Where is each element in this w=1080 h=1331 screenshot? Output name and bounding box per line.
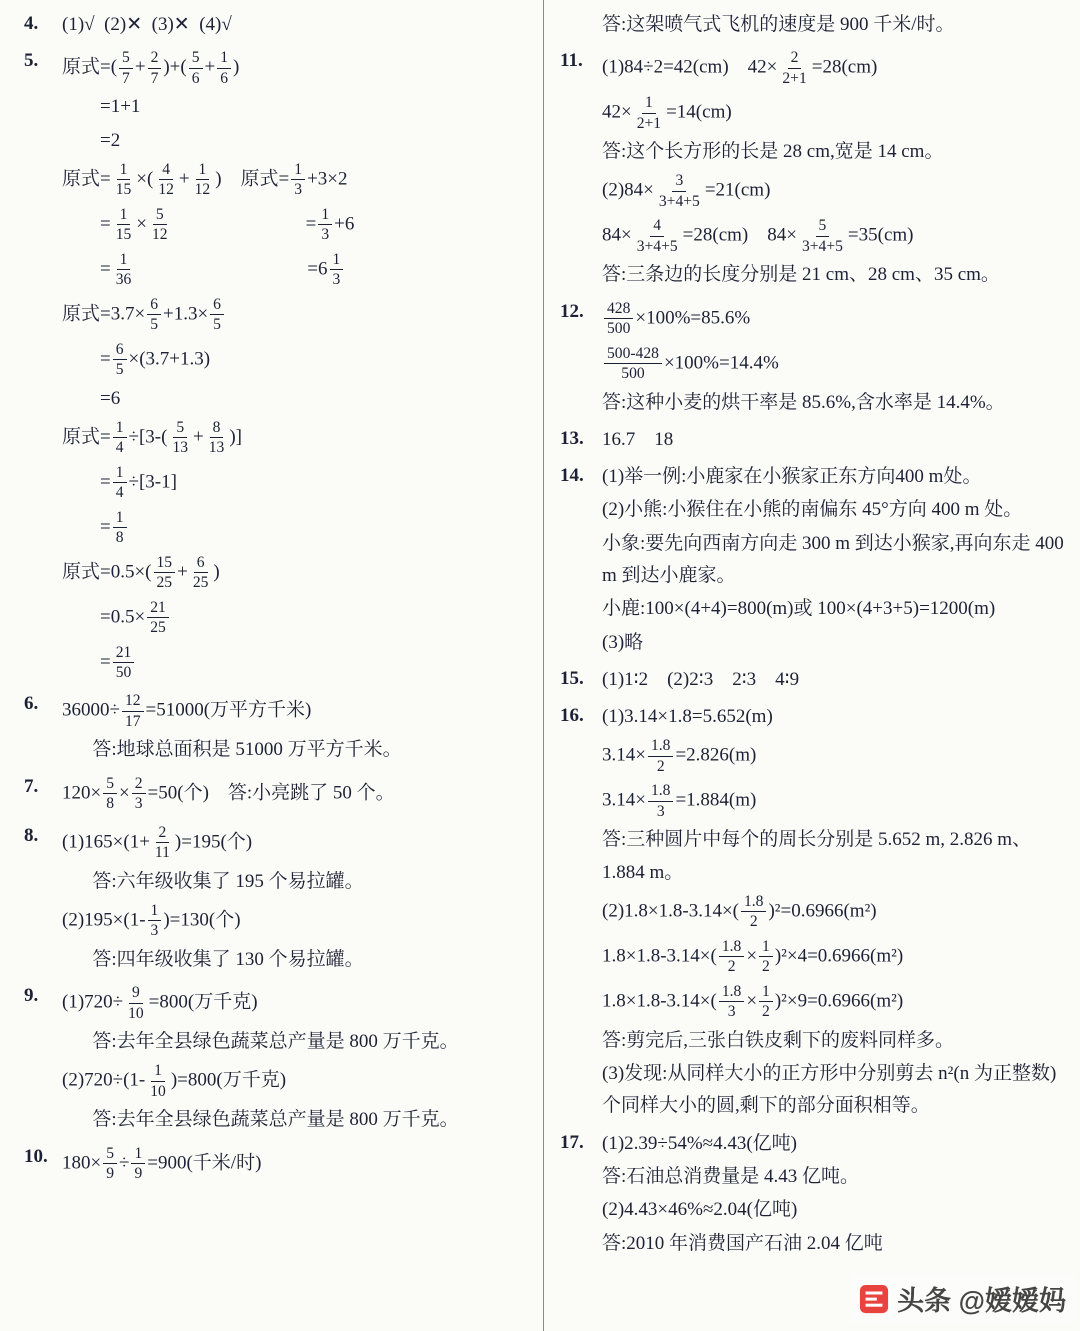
fraction-denominator: 3	[727, 1003, 736, 1021]
fraction-denominator: 8	[115, 529, 124, 547]
math-line: 原式=3.7× $\frac{6}{5}$ +1.3× $\frac{6}{5}$	[62, 293, 531, 337]
fraction-numerator: 1	[151, 1061, 165, 1081]
item-number: 17.	[560, 1131, 584, 1153]
fraction-numerator: 1	[291, 160, 305, 180]
fraction	[648, 736, 673, 776]
item-body	[602, 700, 1072, 1123]
fraction	[206, 418, 228, 458]
fraction-denominator: 12	[158, 181, 174, 199]
fraction-denominator: 6	[191, 69, 200, 87]
fraction-numerator: 1	[113, 508, 127, 528]
fraction-denominator: 25	[156, 574, 173, 592]
math-line: = $\frac{1}{15}$ × $\frac{5}{12}$ = $\frac{1}{3}$ +6	[100, 205, 355, 244]
fraction-denominator: 2	[762, 958, 770, 976]
fraction-numerator: 1	[759, 937, 773, 957]
fraction-denominator: 500	[607, 320, 631, 338]
fraction-numerator: 1	[642, 93, 656, 113]
fraction-denominator: 9	[106, 1165, 115, 1183]
fraction	[779, 48, 809, 88]
fraction-numerator: 6	[113, 340, 127, 360]
fraction	[330, 250, 344, 290]
math-line: =6	[100, 387, 121, 409]
answer-line: 答:这架喷气式飞机的速度是 900 千米/时。	[602, 14, 955, 35]
fraction	[103, 1144, 117, 1184]
item-body	[602, 423, 1072, 457]
answer-item	[560, 45, 1072, 292]
fraction-numerator: 500-428	[604, 344, 662, 364]
fraction	[318, 205, 332, 245]
fraction-numerator: 9	[129, 983, 143, 1003]
answer-line: 答:地球总面积是 51000 万平方千米。	[92, 739, 402, 761]
fraction	[719, 937, 744, 977]
math-line: (1)1∶2 (2)2∶3 2∶3 4∶9	[602, 668, 800, 690]
item-number: 11.	[560, 50, 583, 72]
item-body	[602, 296, 1072, 420]
fraction-numerator: 1	[196, 160, 210, 180]
fraction	[189, 48, 203, 88]
math-line: (1)84÷2=42(cm) 42× $\frac{2}{2+1}$ =28(cm)	[602, 49, 878, 87]
fraction-denominator: 3+4+5	[658, 192, 700, 210]
math-line: 180× $\frac{5}{9}$ ÷ $\frac{1}{9}$ =900(千米/时)	[62, 1144, 262, 1183]
fraction-numerator: 1	[117, 250, 131, 270]
fraction	[148, 901, 162, 941]
fraction-denominator: 3	[656, 802, 665, 820]
fraction-numerator: 1	[131, 1144, 145, 1164]
fraction-numerator: 5	[189, 48, 203, 68]
answer-item	[560, 1127, 1072, 1261]
math-line: (1)2.39÷54%≈4.43(亿吨)	[602, 1132, 797, 1154]
math-line: =2	[100, 129, 121, 151]
fraction-numerator: 6	[194, 553, 208, 573]
fraction-denominator: 5	[213, 316, 221, 334]
answer-item	[24, 45, 531, 685]
fraction-denominator: 13	[208, 439, 225, 457]
fraction-numerator: 2	[148, 48, 162, 68]
fraction	[291, 160, 305, 200]
item-number: 9.	[24, 985, 39, 1007]
fraction	[119, 48, 133, 88]
fraction-numerator: 21	[113, 643, 135, 663]
math-line: (2)720÷(1- $\frac{1}{10}$ )=800(万千克)	[62, 1062, 287, 1100]
fraction	[113, 340, 127, 380]
math-line: 16.7 18	[602, 428, 674, 450]
math-line: 原式= $\frac{1}{4}$ ÷[3-( $\frac{5}{13}$ + $\frac{8}{13}$ )]	[62, 418, 242, 457]
math-line: = $\frac{1}{36}$ =6 $\frac{1}{3}$	[62, 248, 531, 292]
answer-item	[24, 688, 531, 767]
fraction	[217, 48, 231, 88]
answer-line: 答:四年级收集了 130 个易拉罐。	[92, 948, 364, 970]
answer-item	[560, 663, 1072, 697]
fraction	[169, 418, 191, 458]
math-line: 小鹿:100×(4+4)=800(m)或 100×(4+3+5)=1200(m)	[602, 598, 996, 620]
fraction-denominator: 13	[172, 439, 189, 457]
fraction-numerator: 5	[173, 418, 187, 438]
fraction-denominator: 2	[749, 913, 758, 931]
fraction-denominator: 3+4+5	[801, 237, 843, 255]
math-line: (2)4.43×46%≈2.04(亿吨)	[602, 1199, 798, 1221]
fraction-denominator: 4	[115, 439, 124, 457]
answer-item	[24, 1141, 531, 1187]
answer-line: 答:去年全县绿色蔬菜总产量是 800 万千克。	[92, 1031, 459, 1053]
fraction-denominator: 17	[124, 712, 141, 730]
fraction-denominator: 12	[194, 181, 211, 199]
fraction	[152, 823, 173, 863]
math-line: 42× $\frac{1}{2+1}$ =14(cm)	[602, 94, 732, 132]
fraction-numerator: 5	[153, 205, 167, 225]
fraction	[154, 553, 176, 593]
fraction-numerator: 1	[117, 160, 131, 180]
fraction	[125, 983, 147, 1023]
fraction-denominator: 5	[115, 361, 124, 379]
item-number: 13.	[560, 427, 584, 449]
fraction-numerator: 5	[119, 48, 133, 68]
fraction-numerator: 4	[650, 216, 664, 236]
fraction-numerator: 2	[788, 48, 802, 68]
answer-item	[560, 8, 1072, 42]
fraction-denominator: 6	[220, 69, 229, 87]
fraction-denominator: 25	[150, 619, 166, 637]
fraction-numerator: 5	[816, 216, 830, 236]
fraction-numerator: 428	[604, 299, 633, 319]
fraction	[122, 691, 144, 731]
fraction	[656, 171, 703, 211]
fraction-denominator: 10	[128, 1004, 144, 1022]
math-line: (2)1.8×1.8-3.14×( $\frac{1.8}{2}$ )²=0.6966(m²)	[602, 892, 877, 931]
math-line: (1)√ (2)✕ (3)✕ (4)√	[62, 14, 232, 35]
fraction	[113, 205, 135, 245]
answer-item	[560, 423, 1072, 457]
item-body	[62, 688, 531, 767]
fraction-numerator: 1	[330, 250, 344, 270]
math-line: (1)3.14×1.8=5.652(m)	[602, 706, 773, 728]
math-line: 1.8×1.8-3.14×( $\frac{1.8}{2}$ × $\frac{1}{2}$ )²×4=0.6966(m²)	[602, 937, 904, 976]
item-number: 8.	[24, 824, 39, 846]
item-number: 12.	[560, 300, 584, 322]
fraction	[147, 1061, 169, 1101]
fraction	[113, 418, 127, 458]
math-line: 36000÷ $\frac{12}{17}$ =51000(万平方千米)	[62, 692, 312, 730]
item-body	[62, 820, 531, 977]
fraction-numerator: 1.8	[648, 736, 673, 756]
item-body	[62, 45, 531, 685]
fraction-numerator: 1	[318, 205, 332, 225]
fraction	[103, 774, 117, 814]
answer-line: 答:2010 年消费国产石油 2.04 亿吨	[602, 1232, 883, 1254]
fraction	[113, 508, 127, 548]
answer-line: 答:三条边的长度分别是 21 cm、28 cm、35 cm。	[602, 264, 1000, 286]
math-line: =0.5× $\frac{21}{25}$	[62, 596, 531, 640]
fraction-numerator: 1.8	[719, 937, 744, 957]
math-line: 84× $\frac{4}{3+4+5}$ =28(cm) 84× $\frac{5}{3+4+5}$ =35(cm)	[602, 217, 914, 255]
fraction	[719, 982, 744, 1022]
answer-line: 答:六年级收集了 195 个易拉罐。	[92, 870, 364, 892]
fraction-numerator: 12	[122, 691, 144, 711]
math-line: 小象:要先向西南方向走 300 m 到达小猴家,再向东走 400 m 到达小鹿家。	[602, 532, 1069, 586]
fraction-denominator: 50	[115, 663, 132, 681]
math-line: (2)195×(1- $\frac{1}{3}$ )=130(个)	[62, 901, 241, 940]
math-line: 原式=0.5×( $\frac{15}{25}$ + $\frac{6}{25}$ )	[62, 553, 220, 592]
math-line: = $\frac{21}{50}$	[62, 641, 531, 685]
fraction-numerator: 5	[103, 774, 117, 794]
math-line: $\frac{428}{500}$ ×100%=85.6%	[602, 297, 1072, 341]
fraction-denominator: 7	[150, 69, 159, 87]
math-line: 1.8×1.8-3.14×( $\frac{1.8}{3}$ × $\frac{1}{2}$ )²×9=0.6966(m²)	[602, 982, 904, 1021]
math-line: 120× $\frac{5}{8}$ × $\frac{2}{3}$ =50(个) 答:小亮跳了 50 个。	[62, 774, 395, 813]
fraction-numerator: 1.8	[648, 781, 673, 801]
math-line: (2)小熊:小猴住在小熊的南偏东 45°方向 400 m 处。	[602, 499, 1023, 521]
fraction-denominator: 2	[727, 958, 736, 976]
fraction-denominator: 3+4+5	[636, 237, 678, 255]
fraction-numerator: 2	[132, 774, 146, 794]
watermark-text: 头条 @嫒嫒妈	[897, 1286, 1066, 1316]
math-line: 原式=( $\frac{5}{7}$ + $\frac{2}{7}$ )+( $\frac{5}{6}$ + $\frac{1}{6}$ )	[62, 49, 240, 87]
fraction-numerator: 4	[159, 160, 173, 180]
fraction-numerator: 8	[210, 418, 224, 438]
math-line: 3.14× $\frac{1.8}{2}$ =2.826(m)	[602, 737, 757, 775]
math-line: 3.14× $\frac{1.8}{3}$ =1.884(m)	[602, 782, 757, 820]
fraction-numerator: 1.8	[719, 982, 744, 1002]
fraction-denominator: 7	[122, 69, 130, 87]
math-line: (2)84× $\frac{3}{3+4+5}$ =21(cm)	[602, 172, 771, 210]
math-line: = $\frac{1}{8}$	[62, 506, 531, 550]
fraction-denominator: 3	[150, 922, 159, 940]
fraction	[147, 295, 161, 335]
fraction-denominator: 2+1	[636, 114, 662, 132]
fraction	[132, 774, 146, 814]
item-number: 14.	[560, 465, 584, 487]
answer-item	[24, 820, 531, 977]
fraction-numerator: 2	[156, 823, 170, 843]
fraction	[741, 892, 766, 932]
toutiao-logo-icon	[859, 1284, 889, 1314]
fraction	[113, 250, 135, 290]
fraction	[648, 781, 673, 821]
math-line: = $\frac{1}{4}$ ÷[3-1]	[100, 463, 177, 502]
fraction-denominator: 3	[294, 181, 303, 199]
fraction-numerator: 5	[103, 1144, 117, 1164]
item-number: 6.	[24, 693, 39, 715]
fraction	[799, 216, 846, 256]
fraction-denominator: 25	[192, 574, 209, 592]
item-body	[602, 45, 1072, 292]
answer-item	[24, 8, 531, 42]
fraction-numerator: 1	[759, 982, 773, 1002]
fraction	[147, 598, 169, 638]
fraction	[759, 982, 773, 1022]
item-number: 16.	[560, 705, 584, 727]
fraction	[604, 344, 662, 384]
item-body	[602, 663, 1072, 697]
math-line: (3)略	[602, 631, 644, 653]
item-body	[62, 1141, 531, 1187]
fraction	[210, 295, 224, 335]
item-number: 7.	[24, 775, 39, 797]
fraction-numerator: 6	[147, 295, 161, 315]
fraction	[149, 205, 171, 245]
fraction-denominator: 11	[154, 844, 170, 862]
fraction	[604, 299, 633, 339]
math-line: =1+1	[100, 96, 141, 118]
answer-item	[560, 460, 1072, 660]
fraction-denominator: 36	[115, 271, 132, 289]
column-right	[544, 0, 1080, 1331]
item-number: 15.	[560, 667, 584, 689]
answer-line: 答:三种圆片中每个的周长分别是 5.652 m, 2.826 m、1.884 m。	[602, 829, 1032, 883]
fraction-denominator: 5	[150, 316, 158, 334]
answer-item	[560, 296, 1072, 420]
fraction-denominator: 4	[115, 484, 124, 502]
fraction-denominator: 15	[115, 226, 132, 244]
answer-line: 答:剪完后,三张白铁皮剩下的废料同样多。	[602, 1029, 955, 1051]
fraction-denominator: 9	[134, 1165, 143, 1183]
fraction-numerator: 21	[147, 598, 169, 618]
fraction	[192, 160, 214, 200]
fraction	[148, 48, 162, 88]
math-line: (1)720÷ $\frac{9}{10}$ =800(万千克)	[62, 984, 258, 1022]
watermark	[851, 1274, 1076, 1323]
fraction-denominator: 3	[321, 226, 330, 244]
item-body	[602, 460, 1072, 660]
fraction	[759, 937, 773, 977]
fraction-numerator: 1	[113, 463, 127, 483]
fraction	[190, 553, 212, 593]
fraction-numerator: 1	[217, 48, 231, 68]
fraction-numerator: 3	[672, 171, 686, 191]
fraction	[634, 93, 664, 133]
fraction	[113, 463, 127, 503]
fraction-numerator: 1	[148, 901, 162, 921]
fraction	[634, 216, 681, 256]
fraction-numerator: 1	[117, 205, 131, 225]
item-body	[602, 8, 1072, 42]
fraction-denominator: 2+1	[782, 69, 807, 87]
fraction-denominator: 12	[152, 226, 168, 244]
fraction-denominator: 500	[621, 365, 645, 383]
item-number: 4.	[24, 13, 39, 34]
fraction-denominator: 3	[134, 795, 143, 813]
fraction	[113, 160, 135, 200]
fraction-denominator: 10	[150, 1082, 166, 1100]
answer-line: 答:这个长方形的长是 28 cm,宽是 14 cm。	[602, 141, 944, 163]
fraction-denominator: 15	[115, 181, 132, 199]
answer-item	[24, 980, 531, 1137]
fraction	[155, 160, 177, 200]
math-line: 原式= $\frac{1}{15}$ ×( $\frac{4}{12}$ + $\frac{1}{12}$ ) 原式= $\frac{1}{3}$ +3×2	[62, 160, 348, 199]
math-line: = $\frac{6}{5}$ ×(3.7+1.3)	[100, 340, 211, 379]
fraction-numerator: 15	[154, 553, 176, 573]
math-line: (3)发现:从同样大小的正方形中分别剪去 n²(n 为正整数)个同样大小的圆,剩下的部分面积相等。	[602, 1063, 1057, 1117]
item-body	[62, 771, 531, 817]
fraction-denominator: 2	[762, 1003, 770, 1021]
fraction-numerator: 6	[210, 295, 224, 315]
item-number: 5.	[24, 50, 39, 72]
fraction-numerator: 1	[113, 418, 127, 438]
answer-item	[24, 771, 531, 817]
fraction-numerator: 1.8	[741, 892, 766, 912]
answer-line: 答:石油总消费量是 4.43 亿吨。	[602, 1165, 860, 1187]
answer-line: 答:去年全县绿色蔬菜总产量是 800 万千克。	[92, 1109, 459, 1131]
item-body	[602, 1127, 1072, 1261]
math-line: $\frac{500-428}{500}$ ×100%=14.4%	[602, 342, 1072, 386]
answer-line: 答:这种小麦的烘干率是 85.6%,含水率是 14.4%。	[602, 391, 1005, 413]
fraction-denominator: 3	[332, 271, 341, 289]
answer-item	[560, 700, 1072, 1123]
fraction-denominator: 8	[106, 795, 115, 813]
fraction-denominator: 2	[656, 757, 665, 775]
fraction	[113, 643, 135, 683]
math-line: (1)165×(1+ $\frac{2}{11}$ )=195(个)	[62, 823, 253, 862]
item-body	[62, 8, 531, 42]
item-body	[62, 980, 531, 1137]
fraction	[131, 1144, 145, 1184]
math-line: (1)举一例:小鹿家在小猴家正东方向400 m处。	[602, 466, 982, 488]
item-number: 10.	[24, 1145, 48, 1167]
